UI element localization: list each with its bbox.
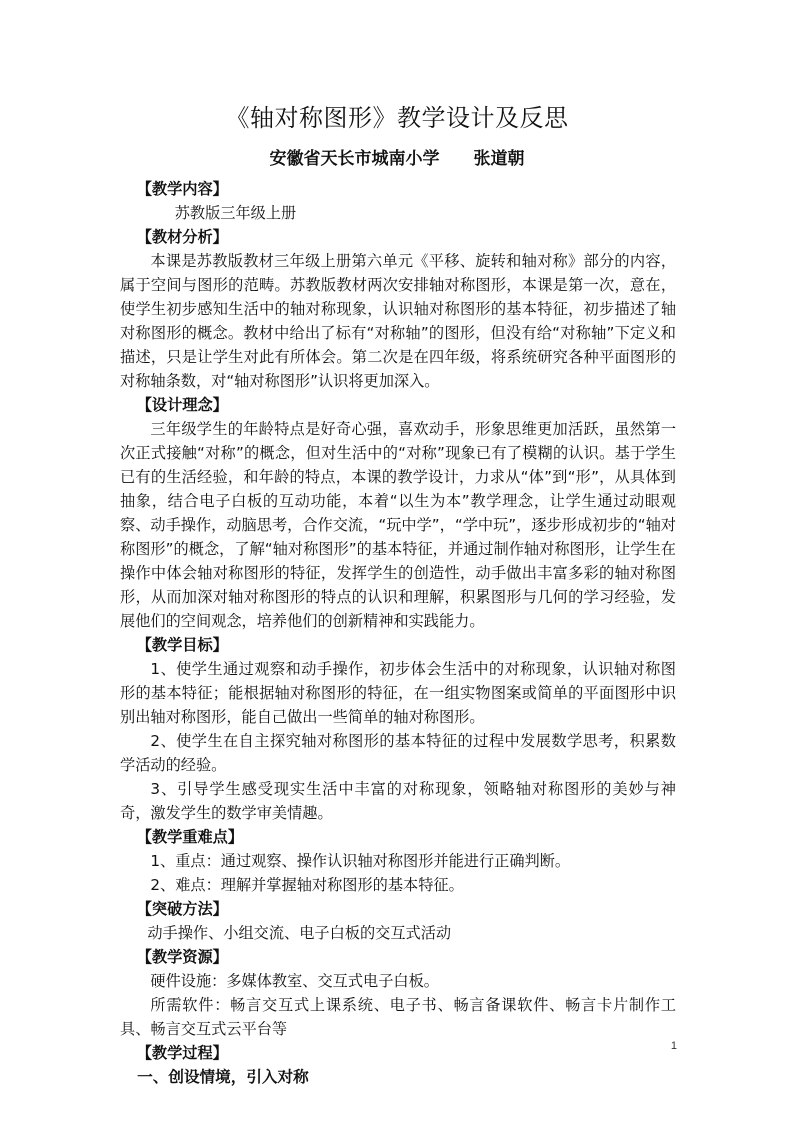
paragraph-hardware: 硬件设施：多媒体教室、交互式电子白板。 bbox=[150, 972, 439, 990]
section-heading-methods: 【突破方法】 bbox=[136, 900, 228, 918]
section-heading-concept: 【设计理念】 bbox=[136, 396, 228, 414]
author-line: 安徽省天长市城南小学 张道朝 bbox=[269, 149, 525, 169]
section-heading-analysis: 【教材分析】 bbox=[136, 228, 228, 246]
section-heading-resources: 【教学资源】 bbox=[136, 948, 228, 966]
section-heading-process: 【教学过程】 bbox=[136, 1044, 228, 1062]
document-title: 《轴对称图形》教学设计及反思 bbox=[225, 104, 569, 132]
paragraph-analysis: 本课是苏教版教材三年级上册第六单元《平移、旋转和轴对称》部分的内容，属于空间与图形的范畴。苏教版教材两次安排轴对称图形，本课是第一次，意在，使学生初步感知生活中的轴对称现象，认识轴对称图形的基本特征，初步描述了轴对称图形的概念。教材中给出了标有“对称轴”的图形，但没有给“对称轴”下定义和描述，只是让学生对此有所体会。第二次是在四年级，将系统研究各种平面图形的对称轴条数，对“轴对称图形”认识将更加深入。 bbox=[120, 252, 676, 390]
paragraph-goal-1: 1、使学生通过观察和动手操作，初步体会生活中的对称现象，认识轴对称图形的基本特征；能根据轴对称图形的特征，在一组实物图案或简单的平面图形中识别出轴对称图形，能自己做出一些简单的轴对称图形。 bbox=[120, 660, 676, 726]
paragraph-difficulty: 2、难点：理解并掌握轴对称图形的基本特征。 bbox=[150, 876, 464, 894]
section-heading-goals: 【教学目标】 bbox=[136, 636, 228, 654]
paragraph-goal-2: 2、使学生在自主探究轴对称图形的基本特征的过程中发展数学思考，积累数学活动的经验。 bbox=[120, 732, 676, 774]
subsection-title: 一、创设情境，引入对称 bbox=[137, 1068, 309, 1086]
paragraph-software: 所需软件：畅言交互式上课系统、电子书、畅言备课软件、畅言卡片制作工具、畅言交互式云平台等 bbox=[120, 996, 676, 1038]
section-heading-key-points: 【教学重难点】 bbox=[136, 828, 244, 846]
page-number: 1 bbox=[670, 1040, 677, 1052]
section-heading-content: 【教学内容】 bbox=[136, 180, 228, 198]
paragraph-content: 苏教版三年级上册 bbox=[174, 204, 297, 222]
paragraph-key-point: 1、重点：通过观察、操作认识轴对称图形并能进行正确判断。 bbox=[150, 852, 571, 870]
paragraph-concept: 三年级学生的年龄特点是好奇心强，喜欢动手，形象思维更加活跃，虽然第一次正式接触“对称”的概念，但对生活中的“对称”现象已有了模糊的认识。基于学生已有的生活经验，和年龄的特点，本课的教学设计，力求从“体”到“形”，从具体到抽象，结合电子白板的互动功能，本着“以生为本”教学理念，让学生通过动眼观察、动手操作，动脑思考，合作交流，“玩中学”，“学中玩”，逐步形成初步的“轴对称图形”的概念，了解“轴对称图形”的基本特征，并通过制作轴对称图形，让学生在操作中体会轴对称图形的特征，发挥学生的创造性，动手做出丰富多彩的轴对称图形，从而加深对轴对称图形的特点的认识和理解，积累图形与几何的学习经验，发展他们的空间观念，培养他们的创新精神和实践能力。 bbox=[120, 420, 676, 630]
paragraph-goal-3: 3、引导学生感受现实生活中丰富的对称现象，领略轴对称图形的美妙与神奇，激发学生的数学审美情趣。 bbox=[120, 780, 676, 822]
paragraph-methods: 动手操作、小组交流、电子白板的交互式活动 bbox=[147, 924, 452, 942]
document-body bbox=[120, 177, 676, 1089]
